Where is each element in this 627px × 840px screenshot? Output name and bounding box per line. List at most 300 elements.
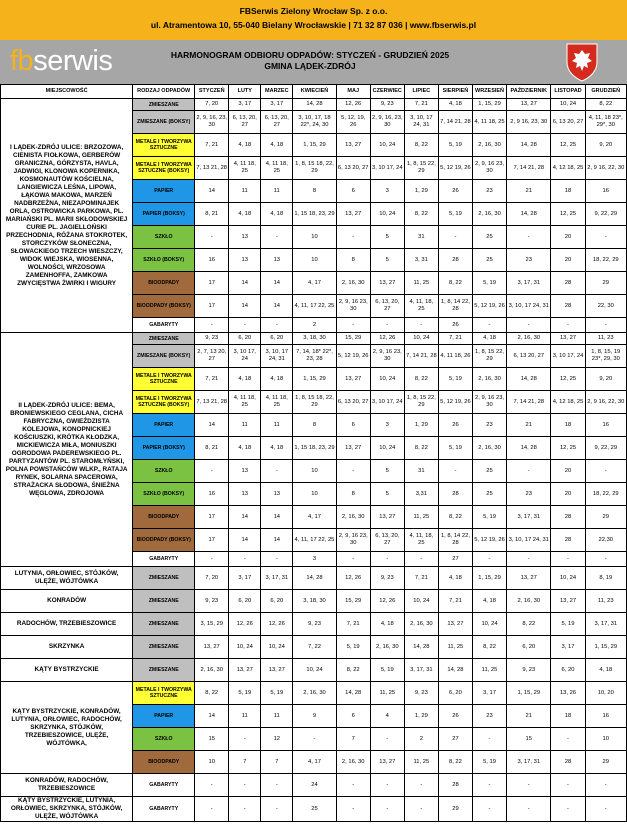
- waste-type-cell: BIOODPADY (BOKSY): [133, 529, 195, 552]
- date-cell: -: [585, 797, 626, 822]
- waste-type-cell: GABARYTY: [133, 552, 195, 567]
- date-cell: 4, 11 18, 25: [261, 157, 293, 180]
- date-cell: -: [472, 728, 506, 751]
- column-header: STYCZEŃ: [195, 85, 229, 99]
- date-cell: 6, 20: [438, 682, 472, 705]
- title-banner: [0, 40, 627, 84]
- date-cell: -: [585, 318, 626, 333]
- date-cell: 24: [293, 774, 336, 797]
- location-cell: I LĄDEK-ZDRÓJ ULICE: BRZOZOWA, CIENISTA FIOŁKOWA, GERBERÓW GRANICZNA, GÓRZYSTA, HAVLA, JADWIGI, KLONOWA KOPERNIKA, KOSMONAUTÓW KOŚCIELNA, LANGIEWICZA LEŚNA, LIPOWA, ŁĄKOWA MAKOWA, MARZEŃ NADBRZEŻNA, NIEZAPOMINAJEK ORLA, OSTROWICKA PARKOWA, PL. MARIAŃSKI PL. MARII SKŁODOWSKIEJ CURIE PL. JAGIELLOŃSKI PRZECHODNIA, RÓŻANA STOKROTEK, STORCZYKÓW SŁONECZNA, SŁOWACKIEGO TRZECH WIESZCZY, WIDOK WIEJSKA, WIOSENNA, WOLNOŚCI, WRZOSOWA ZAMENHOFFA, ZAMKOWA ZWYCIĘSTWA ŻWIRKI I WIGURY: [1, 99, 133, 333]
- date-cell: -: [293, 728, 336, 751]
- table-row: [1, 774, 627, 797]
- date-cell: 10: [293, 249, 336, 272]
- date-cell: 12, 26: [261, 613, 293, 636]
- date-cell: 2, 9 16, 22, 30: [585, 157, 626, 180]
- date-cell: 4, 17: [293, 272, 336, 295]
- date-cell: 16: [585, 180, 626, 203]
- date-cell: 2, 9, 16 23, 30: [336, 295, 370, 318]
- date-cell: 1, 8, 14 22, 28: [438, 295, 472, 318]
- date-cell: 5: [370, 483, 404, 506]
- date-cell: 4, 18: [229, 437, 261, 460]
- date-cell: 12, 25: [551, 437, 585, 460]
- date-cell: 3, 17, 31: [507, 506, 551, 529]
- date-cell: 9, 23: [370, 567, 404, 590]
- date-cell: 15: [195, 728, 229, 751]
- column-header: WRZESIEŃ: [472, 85, 506, 99]
- date-cell: 4, 18: [229, 203, 261, 226]
- date-cell: 14: [229, 295, 261, 318]
- date-cell: 13: [229, 483, 261, 506]
- date-cell: 23: [507, 249, 551, 272]
- date-cell: 8, 22: [404, 134, 438, 157]
- waste-type-cell: BIOODPADY: [133, 272, 195, 295]
- date-cell: 6, 20: [261, 590, 293, 613]
- date-cell: 20: [551, 483, 585, 506]
- date-cell: 25: [472, 226, 506, 249]
- date-cell: 11: [261, 180, 293, 203]
- date-cell: 12, 25: [551, 368, 585, 391]
- date-cell: -: [261, 226, 293, 249]
- date-cell: 4, 11, 18 23*, 29*, 30: [585, 111, 626, 134]
- date-cell: 3, 15, 29: [195, 613, 229, 636]
- location-cell: SKRZYNKA: [1, 636, 133, 659]
- column-header: LISTOPAD: [551, 85, 585, 99]
- title-line-2: GMINA LĄDEK-ZDRÓJ: [264, 61, 356, 71]
- date-cell: 10, 24: [370, 437, 404, 460]
- date-cell: 7, 20: [195, 567, 229, 590]
- date-cell: -: [261, 318, 293, 333]
- date-cell: 6, 13 20, 27: [507, 345, 551, 368]
- date-cell: 1, 15, 29: [585, 636, 626, 659]
- date-cell: 9, 23: [404, 682, 438, 705]
- date-cell: 13, 27: [195, 636, 229, 659]
- date-cell: 7, 14 21, 28: [404, 345, 438, 368]
- date-cell: 3, 17, 31: [507, 272, 551, 295]
- date-cell: 6: [336, 705, 370, 728]
- date-cell: 2, 16, 30: [370, 636, 404, 659]
- date-cell: -: [370, 728, 404, 751]
- date-cell: 6, 13 20, 27: [336, 157, 370, 180]
- date-cell: 5, 19: [472, 506, 506, 529]
- date-cell: 4, 18: [472, 590, 506, 613]
- date-cell: -: [507, 318, 551, 333]
- date-cell: 11, 23: [585, 590, 626, 613]
- date-cell: 7, 14 21, 28: [507, 157, 551, 180]
- date-cell: 1, 15, 29: [507, 682, 551, 705]
- date-cell: 3, 31: [404, 249, 438, 272]
- waste-type-cell: METALE I TWORZYWA SZTUCZNE: [133, 682, 195, 705]
- date-cell: 13: [229, 460, 261, 483]
- date-cell: 10, 24: [370, 203, 404, 226]
- date-cell: 28: [438, 483, 472, 506]
- date-cell: 3, 17: [261, 99, 293, 111]
- table-row: [1, 567, 627, 590]
- date-cell: 16: [195, 483, 229, 506]
- date-cell: 12: [261, 728, 293, 751]
- date-cell: -: [585, 774, 626, 797]
- schedule-table: [0, 84, 627, 822]
- date-cell: -: [336, 318, 370, 333]
- date-cell: 10, 24: [229, 636, 261, 659]
- date-cell: 5, 19: [438, 368, 472, 391]
- date-cell: 2: [293, 318, 336, 333]
- date-cell: 2, 16, 30: [336, 272, 370, 295]
- column-header: GRUDZIEŃ: [585, 85, 626, 99]
- location-cell: LUTYNIA, ORŁOWIEC, STÓJKÓW, ULĘŻE, WÓJTÓWKA: [1, 567, 133, 590]
- title-line-1: HARMONOGRAM ODBIORU ODPADÓW: STYCZEŃ - GRUDZIEŃ 2025: [170, 50, 450, 60]
- date-cell: 3, 17: [229, 567, 261, 590]
- date-cell: -: [370, 552, 404, 567]
- date-cell: 4, 18: [438, 99, 472, 111]
- date-cell: 7, 20: [195, 99, 229, 111]
- date-cell: 10, 24: [472, 613, 506, 636]
- date-cell: 27: [438, 728, 472, 751]
- column-header: MIEJSCOWOŚĆ: [1, 85, 133, 99]
- date-cell: -: [551, 728, 585, 751]
- date-cell: 13, 27: [507, 99, 551, 111]
- waste-type-cell: ZMIESZANE: [133, 99, 195, 111]
- date-cell: 13, 27: [370, 272, 404, 295]
- date-cell: 2, 16, 30: [472, 437, 506, 460]
- date-cell: 5, 12 19, 26: [438, 157, 472, 180]
- date-cell: 28: [551, 751, 585, 774]
- location-cell: KONRADÓW: [1, 590, 133, 613]
- company-name: FBSerwis Zielony Wrocław Sp. z o.o.: [239, 6, 388, 16]
- date-cell: -: [229, 774, 261, 797]
- date-cell: 3, 18, 30: [293, 590, 336, 613]
- date-cell: -: [404, 774, 438, 797]
- date-cell: 9, 20: [585, 134, 626, 157]
- date-cell: -: [472, 797, 506, 822]
- date-cell: 23: [507, 483, 551, 506]
- date-cell: 28: [551, 506, 585, 529]
- date-cell: 14, 28: [507, 134, 551, 157]
- date-cell: 14: [261, 529, 293, 552]
- date-cell: 9, 23: [507, 659, 551, 682]
- date-cell: 14, 28: [507, 368, 551, 391]
- date-cell: 10, 24: [551, 99, 585, 111]
- date-cell: 1, 8, 15 22, 29: [404, 157, 438, 180]
- date-cell: 17: [195, 506, 229, 529]
- waste-type-cell: PAPIER: [133, 180, 195, 203]
- table-row: [1, 613, 627, 636]
- date-cell: 2, 16, 30: [472, 368, 506, 391]
- location-cell: KĄTY BYSTRZYCKIE, LUTYNIA, ORŁOWIEC, SKRZYNKA, STÓJKÓW, ULĘŻE, WÓJTÓWKA: [1, 797, 133, 822]
- waste-type-cell: METALE I TWORZYWA SZTUCZNE (BOKSY): [133, 157, 195, 180]
- date-cell: 14: [229, 272, 261, 295]
- date-cell: 18: [551, 180, 585, 203]
- date-cell: 10, 24: [404, 333, 438, 345]
- date-cell: 17: [195, 529, 229, 552]
- date-cell: 14: [195, 180, 229, 203]
- date-cell: 17: [195, 272, 229, 295]
- date-cell: 9, 22, 29: [585, 437, 626, 460]
- column-header: LIPIEC: [404, 85, 438, 99]
- date-cell: -: [370, 774, 404, 797]
- date-cell: 4, 11 18, 25: [472, 111, 506, 134]
- date-cell: -: [472, 552, 506, 567]
- date-cell: 11: [229, 705, 261, 728]
- date-cell: 9, 23: [370, 99, 404, 111]
- date-cell: 1, 8, 15 22, 29: [472, 345, 506, 368]
- date-cell: 12, 25: [551, 134, 585, 157]
- date-cell: 13, 27: [336, 203, 370, 226]
- date-cell: 14, 28: [336, 682, 370, 705]
- date-cell: 6, 13, 20, 27: [229, 111, 261, 134]
- date-cell: 8, 22: [438, 751, 472, 774]
- date-cell: 3, 17, 31: [404, 659, 438, 682]
- date-cell: 28: [438, 249, 472, 272]
- date-cell: 8: [293, 414, 336, 437]
- date-cell: 3,31: [404, 483, 438, 506]
- date-cell: 13, 27: [336, 134, 370, 157]
- date-cell: 7, 21: [404, 567, 438, 590]
- waste-type-cell: GABARYTY: [133, 774, 195, 797]
- date-cell: 31: [404, 226, 438, 249]
- date-cell: 2, 9, 16 23, 30: [370, 345, 404, 368]
- date-cell: -: [261, 797, 293, 822]
- date-cell: -: [551, 774, 585, 797]
- date-cell: 6, 13, 20, 27: [370, 529, 404, 552]
- location-cell: RADOCHÓW, TRZEBIESZOWICE: [1, 613, 133, 636]
- location-cell: KĄTY BYSTRZYCKIE, KONRADÓW, LUTYNIA, ORŁOWIEC, RADOCHÓW, SKRZYNKA, STÓJKÓW, TRZEBIESZOWICE, ULĘŻE, WÓJTÓWKA,: [1, 682, 133, 774]
- date-cell: 3: [370, 414, 404, 437]
- date-cell: 9, 20: [585, 368, 626, 391]
- date-cell: 4, 18: [261, 368, 293, 391]
- date-cell: 8, 22: [404, 437, 438, 460]
- date-cell: 13, 26: [551, 682, 585, 705]
- date-cell: 9, 23: [293, 613, 336, 636]
- date-cell: 22,30: [585, 529, 626, 552]
- date-cell: 12, 26: [336, 99, 370, 111]
- date-cell: 9, 23: [195, 590, 229, 613]
- date-cell: 3, 10, 17 24, 31: [507, 529, 551, 552]
- column-header: SIERPIEŃ: [438, 85, 472, 99]
- date-cell: 18, 22, 29: [585, 249, 626, 272]
- date-cell: 7, 22: [293, 636, 336, 659]
- date-cell: 3: [370, 180, 404, 203]
- date-cell: 5, 19: [370, 659, 404, 682]
- date-cell: 3, 10 17, 24: [229, 345, 261, 368]
- date-cell: 14, 28: [404, 636, 438, 659]
- date-cell: 4, 11 18, 25: [261, 391, 293, 414]
- date-cell: 6, 20: [229, 590, 261, 613]
- date-cell: -: [438, 226, 472, 249]
- date-cell: 14, 28: [438, 659, 472, 682]
- date-cell: -: [472, 774, 506, 797]
- waste-type-cell: ZMIESZANE: [133, 659, 195, 682]
- date-cell: 21: [507, 180, 551, 203]
- date-cell: 14: [229, 506, 261, 529]
- date-cell: 3, 10 17, 24: [370, 157, 404, 180]
- date-cell: 7: [261, 751, 293, 774]
- date-cell: 6: [336, 180, 370, 203]
- date-cell: 5, 19: [438, 203, 472, 226]
- waste-type-cell: PAPIER: [133, 414, 195, 437]
- date-cell: -: [229, 552, 261, 567]
- date-cell: 3, 17: [229, 99, 261, 111]
- date-cell: 14: [195, 705, 229, 728]
- date-cell: 7, 13 21, 28: [195, 391, 229, 414]
- column-header: PAŹDZIERNIK: [507, 85, 551, 99]
- date-cell: -: [336, 774, 370, 797]
- date-cell: 8, 22: [472, 636, 506, 659]
- date-cell: 26: [438, 414, 472, 437]
- date-cell: 5, 12 19, 26: [438, 391, 472, 414]
- date-cell: 10: [195, 751, 229, 774]
- date-cell: -: [261, 774, 293, 797]
- date-cell: 5: [370, 226, 404, 249]
- date-cell: 10, 24: [370, 368, 404, 391]
- column-header: LUTY: [229, 85, 261, 99]
- waste-type-cell: SZKŁO: [133, 226, 195, 249]
- date-cell: 6, 13, 20, 27: [370, 295, 404, 318]
- table-row: [1, 659, 627, 682]
- date-cell: 23: [472, 180, 506, 203]
- table-row: [1, 99, 627, 111]
- date-cell: 2, 16, 30: [404, 613, 438, 636]
- date-cell: -: [507, 460, 551, 483]
- date-cell: 6, 13 20, 27: [336, 391, 370, 414]
- date-cell: 15: [507, 728, 551, 751]
- date-cell: 16: [585, 705, 626, 728]
- date-cell: 1, 15, 29: [472, 99, 506, 111]
- date-cell: 3, 10 17, 24: [551, 345, 585, 368]
- date-cell: 4, 18: [229, 368, 261, 391]
- waste-type-cell: ZMIESZANE: [133, 590, 195, 613]
- date-cell: -: [229, 318, 261, 333]
- date-cell: 3, 18, 30: [293, 333, 336, 345]
- date-cell: 5, 19: [551, 613, 585, 636]
- date-cell: 3, 10, 17 24, 31: [507, 295, 551, 318]
- date-cell: 2, 9, 16 23, 30: [336, 529, 370, 552]
- date-cell: 10, 24: [293, 659, 336, 682]
- waste-type-cell: PAPIER: [133, 705, 195, 728]
- date-cell: 2, 16, 30: [507, 333, 551, 345]
- date-cell: 4, 11 18, 26: [438, 345, 472, 368]
- date-cell: 10: [293, 226, 336, 249]
- date-cell: 5, 19: [472, 751, 506, 774]
- date-cell: 29: [585, 751, 626, 774]
- date-cell: 14, 28: [293, 99, 336, 111]
- date-cell: 8, 19: [585, 567, 626, 590]
- date-cell: 20: [551, 460, 585, 483]
- date-cell: -: [370, 318, 404, 333]
- date-cell: 1, 8, 14 22, 28: [438, 529, 472, 552]
- date-cell: -: [404, 797, 438, 822]
- date-cell: -: [585, 226, 626, 249]
- waste-type-cell: SZKŁO (BOKSY): [133, 483, 195, 506]
- date-cell: 10, 24: [261, 636, 293, 659]
- date-cell: 1, 15, 29: [293, 368, 336, 391]
- date-cell: 4, 17: [293, 751, 336, 774]
- date-cell: 10, 24: [404, 590, 438, 613]
- date-cell: 13, 27: [370, 751, 404, 774]
- date-cell: 8, 22: [404, 368, 438, 391]
- date-cell: 2, 9, 16 23, 30: [472, 391, 506, 414]
- fbserwis-logo: fbserwis: [10, 45, 113, 77]
- table-header-row: [1, 85, 627, 99]
- date-cell: 13, 27: [551, 590, 585, 613]
- date-cell: 8, 22: [438, 506, 472, 529]
- location-cell: KĄTY BYSTRZYCKIE: [1, 659, 133, 682]
- date-cell: 2, 9 16, 23, 30: [507, 111, 551, 134]
- date-cell: 6, 20: [551, 659, 585, 682]
- date-cell: 18: [551, 414, 585, 437]
- date-cell: 7, 21: [336, 613, 370, 636]
- date-cell: -: [438, 460, 472, 483]
- date-cell: -: [195, 226, 229, 249]
- date-cell: 1, 8, 15 18, 22, 29: [293, 391, 336, 414]
- date-cell: 2: [404, 728, 438, 751]
- date-cell: 5, 19: [229, 682, 261, 705]
- date-cell: -: [585, 460, 626, 483]
- date-cell: 2, 9, 16, 23, 30: [195, 111, 229, 134]
- date-cell: 14, 28: [507, 203, 551, 226]
- date-cell: 8, 22: [585, 99, 626, 111]
- date-cell: 4, 11, 18, 25: [404, 529, 438, 552]
- date-cell: 8: [293, 180, 336, 203]
- date-cell: 10: [293, 460, 336, 483]
- date-cell: 18: [551, 705, 585, 728]
- date-cell: 3, 10, 17 24, 31: [261, 345, 293, 368]
- waste-type-cell: METALE I TWORZYWA SZTUCZNE: [133, 368, 195, 391]
- date-cell: 5, 12 19, 26: [472, 295, 506, 318]
- date-cell: -: [370, 797, 404, 822]
- date-cell: 8, 22: [404, 203, 438, 226]
- company-address: ul. Atramentowa 10, 55-040 Bielany Wrocławskie | 71 32 87 036 | www.fbserwis.pl: [150, 20, 477, 30]
- date-cell: -: [551, 797, 585, 822]
- date-cell: 11, 23: [585, 333, 626, 345]
- date-cell: 4, 11 18, 25: [229, 157, 261, 180]
- date-cell: 18, 22, 29: [585, 483, 626, 506]
- date-cell: -: [507, 774, 551, 797]
- date-cell: 5, 19: [438, 134, 472, 157]
- date-cell: 2, 16, 30: [336, 751, 370, 774]
- date-cell: -: [472, 318, 506, 333]
- date-cell: 21: [507, 414, 551, 437]
- date-cell: 27: [438, 552, 472, 567]
- date-cell: 28: [551, 529, 585, 552]
- date-cell: 8: [336, 249, 370, 272]
- date-cell: -: [404, 552, 438, 567]
- date-cell: 3, 10, 17 24, 31: [404, 111, 438, 134]
- column-header: MAJ: [336, 85, 370, 99]
- date-cell: 17: [195, 295, 229, 318]
- date-cell: 10: [293, 483, 336, 506]
- waste-type-cell: BIOODPADY: [133, 751, 195, 774]
- date-cell: 31: [404, 460, 438, 483]
- date-cell: 4, 12 18, 25: [551, 391, 585, 414]
- column-header: RODZAJ ODPADÓW: [133, 85, 195, 99]
- waste-type-cell: ZMIESZANE: [133, 636, 195, 659]
- date-cell: 13, 27: [336, 368, 370, 391]
- date-cell: 25: [293, 797, 336, 822]
- date-cell: -: [229, 728, 261, 751]
- date-cell: 2, 16, 30: [293, 682, 336, 705]
- date-cell: 6, 13 20, 27: [551, 111, 585, 134]
- waste-type-cell: BIOODPADY (BOKSY): [133, 295, 195, 318]
- date-cell: 7, 21: [404, 99, 438, 111]
- date-cell: 13, 27: [261, 659, 293, 682]
- date-cell: 3, 17: [472, 682, 506, 705]
- date-cell: 26: [438, 705, 472, 728]
- date-cell: 11, 25: [404, 751, 438, 774]
- waste-type-cell: GABARYTY: [133, 318, 195, 333]
- date-cell: 14, 28: [507, 437, 551, 460]
- date-cell: 12, 26: [370, 590, 404, 613]
- date-cell: 4, 11 18, 25: [229, 391, 261, 414]
